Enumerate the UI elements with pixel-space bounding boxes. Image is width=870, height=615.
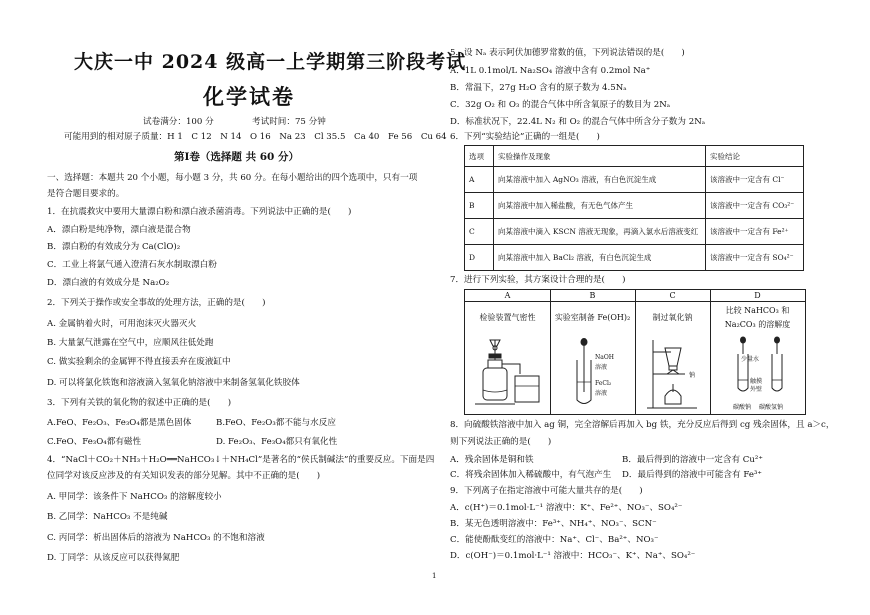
- q5-option-d: D．标准状况下，22.4L N₂ 和 O₂ 的混合气体中所含分子数为 2Nₐ: [450, 117, 706, 127]
- q7-caption-d: 比较 NaHCO₃ 和: [725, 306, 790, 315]
- section-intro: 一、选择题：本题共 20 个小题，每小题 3 分，共 60 分。在每小题给出的四个选项中，只有一项: [47, 173, 418, 183]
- q6-header-option: 选项: [465, 146, 494, 167]
- page-number: 1: [432, 572, 437, 580]
- q8-option-b: B．最后得到的溶液中一定含有 Cu²⁺: [622, 455, 763, 465]
- q6-cell: 向某溶液中加入 BaCl₂ 溶液，有白色沉淀生成: [494, 245, 706, 271]
- q4-option-c: C. 丙同学：析出固体后的溶液为 NaHCO₃ 的不饱和溶液: [47, 533, 265, 543]
- q6-cell: D: [465, 245, 494, 271]
- q7-caption-b: 实验室制备 Fe(OH)₂: [554, 313, 631, 322]
- q6-cell: C: [465, 219, 494, 245]
- q6-stem: 6．下列“实验结论”正确的一组是( ): [450, 132, 600, 142]
- q4-option-d: D. 丁同学：从该反应可以获得氮肥: [47, 553, 180, 563]
- q2-option-c: C. 做实验剩余的金属钾不得直接丢弃在废液缸中: [47, 357, 231, 367]
- q7-label-touch-2: 外壁: [750, 386, 763, 393]
- q7-caption-a: 检验装置气密性: [479, 313, 536, 322]
- q4-option-a: A. 甲同学：该条件下 NaHCO₃ 的溶解度较小: [47, 492, 222, 502]
- q3-option-c: C.FeO、Fe₃O₄都有磁性: [47, 437, 142, 447]
- section-title: 第Ⅰ卷（选择题 共 60 分）: [174, 151, 299, 163]
- q7-divider: [465, 301, 805, 302]
- table-row: [465, 167, 804, 193]
- q7-caption-c: 制过氧化钠: [652, 313, 693, 322]
- q7-label-fecl2-2: 溶液: [595, 390, 608, 397]
- q9-option-c: C．能使酚酞变红的溶液中：Na⁺、Cl⁻、Ba²⁺、NO₃⁻: [450, 535, 659, 545]
- q7-letter-c: C: [669, 291, 676, 300]
- q6-cell: 向某溶液中加入稀盐酸，有无色气体产生: [494, 193, 706, 219]
- q7-label-na: 钠: [689, 372, 696, 379]
- q2-option-a: A. 金属钠着火时，可用泡沫灭火器灭火: [47, 319, 197, 329]
- q7-label-naoh: NaOH: [595, 354, 614, 361]
- q4-option-b: B. 乙同学：NaHCO₃ 不是纯碱: [47, 512, 168, 522]
- q3-stem: 3．下列有关铁的氧化物的叙述中正确的是( ): [47, 398, 232, 408]
- q8-stem: 8．向硫酸铁溶液中加入 ag 铜，完全溶解后再加入 bg 铁，充分反应后得到 cg 残余固体，且 a＞c，: [450, 420, 835, 430]
- q6-cell: 向某溶液中滴入 KSCN 溶液无现象，再滴入氯水后溶液变红: [494, 219, 706, 245]
- airtightness-apparatus-icon: [471, 334, 545, 410]
- q7-stem: 7．进行下列实验，其方案设计合理的是( ): [450, 275, 626, 285]
- q7-caption-d2: Na₂CO₃ 的溶解度: [724, 320, 791, 329]
- test-tube-dropper-icon: [569, 338, 599, 408]
- exam-subtitle: 化学试卷: [203, 84, 295, 109]
- q7-letter-a: A: [504, 291, 511, 300]
- q3-option-b: B.FeO、Fe₂O₃都不能与水反应: [216, 418, 336, 428]
- q6-cell: A: [465, 167, 494, 193]
- q5-option-a: A．1L 0.1mol/L Na₂SO₄ 溶液中含有 0.2mol Na⁺: [450, 66, 651, 76]
- q6-header-conclusion: 实验结论: [706, 146, 804, 167]
- q2-option-d: D. 可以将氯化铁饱和溶液滴入氢氧化钠溶液中来制备氢氧化铁胶体: [47, 378, 300, 388]
- q7-label-nahco3: 碳酸氢钠: [759, 404, 784, 411]
- q3-option-d: D. Fe₂O₃、Fe₃O₄都只有氧化性: [216, 437, 338, 447]
- q6-cell: 向某溶液中加入 AgNO₃ 溶液，有白色沉淀生成: [494, 167, 706, 193]
- q8-option-c: C．将残余固体加入稀硫酸中，有气泡产生: [450, 470, 612, 480]
- q7-label-water: 少量水: [741, 356, 760, 363]
- q5-option-c: C．32g O₂ 和 O₃ 的混合气体中所含氧原子的数目为 2Nₐ: [450, 100, 671, 110]
- q7-label-na2co3: 碳酸钠: [733, 404, 752, 411]
- q7-label-naoh-2: 溶液: [595, 364, 608, 371]
- table-row: [465, 219, 804, 245]
- q6-cell: 该溶液中一定含有 SO₄²⁻: [706, 245, 804, 271]
- exam-time: 考试时间：75 分钟: [252, 117, 326, 127]
- q8-option-d: D．最后得到的溶液中可能含有 Fe³⁺: [622, 470, 762, 480]
- q9-option-d: D．c(OH⁻)＝0.1mol·L⁻¹ 溶液中：HCO₃⁻、K⁺、Na⁺、SO₄²⁻: [450, 551, 696, 561]
- q1-option-d: D．漂白液的有效成分是 Na₂O₂: [47, 278, 170, 288]
- q6-header-operation: 实验操作及现象: [494, 146, 706, 167]
- q6-cell: B: [465, 193, 494, 219]
- q7-figure: [464, 289, 806, 415]
- q5-stem: 5．设 Nₐ 表示阿伏加德罗常数的值，下列说法错误的是( ): [450, 48, 685, 58]
- q7-letter-d: D: [754, 291, 761, 300]
- table-row: [465, 193, 804, 219]
- q8-option-a: A．残余固体是铜和铁: [450, 455, 534, 465]
- q1-option-c: C．工业上将氯气通入澄清石灰水制取漂白粉: [47, 260, 217, 270]
- q9-option-b: B．某无色透明溶液中：Fe³⁺、NH₄⁺、NO₃⁻、SCN⁻: [450, 519, 657, 529]
- q1-option-b: B．漂白粉的有效成分为 Ca(ClO)₂: [47, 242, 181, 252]
- q7-label-touch: 触摸: [750, 378, 763, 385]
- atomic-masses: 可能用到的相对原子质量：H 1 C 12 N 14 O 16 Na 23 Cl 35.5 Ca 40 Fe 56 Cu 64: [64, 132, 447, 142]
- q2-option-b: B. 大量氯气泄露在空气中，应顺风往低处跑: [47, 338, 214, 348]
- q8-stem-cont: 则下列说法正确的是( ): [450, 437, 552, 447]
- exam-title: 大庆一中 2024 级高一上学期第三阶段考试: [74, 51, 467, 73]
- table-row: [465, 245, 804, 271]
- section-intro-cont: 是符合题目要求的。: [47, 189, 125, 199]
- q6-cell: 该溶液中一定含有 CO₃²⁻: [706, 193, 804, 219]
- q9-stem: 9．下列离子在指定溶液中可能大量共存的是( ): [450, 486, 643, 496]
- q5-option-b: B．常温下，27g H₂O 含有的原子数为 4.5Nₐ: [450, 83, 627, 93]
- q4-stem-cont: 位同学对该反应涉及的有关知识发表的部分见解。其中不正确的是( ): [47, 471, 321, 481]
- q7-label-fecl2: FeCl₂: [595, 380, 612, 387]
- q6-table: [464, 145, 804, 271]
- q6-cell: 该溶液中一定含有 Cl⁻: [706, 167, 804, 193]
- q7-divider: [635, 290, 636, 414]
- q9-option-a: A．c(H⁺)＝0.1mol·L⁻¹ 溶液中：K⁺、Fe²⁺、NO₃⁻、SO₄²⁻: [450, 503, 683, 513]
- q1-option-a: A．漂白粉是纯净物，漂白液是混合物: [47, 225, 191, 235]
- q3-option-a: A.FeO、Fe₂O₃、Fe₃O₄都是黑色固体: [47, 418, 192, 428]
- q1-stem: 1．在抗震救灾中要用大量漂白粉和漂白液杀菌消毒。下列说法中正确的是( ): [47, 207, 352, 217]
- q7-letter-b: B: [589, 291, 596, 300]
- q7-divider: [550, 290, 551, 414]
- q6-cell: 该溶液中一定含有 Fe²⁺: [706, 219, 804, 245]
- exam-score: 试卷满分：100 分: [143, 117, 214, 127]
- q4-stem: 4．“NaCl＋CO₂＋NH₃＋H₂O══NaHCO₃↓＋NH₄Cl”是著名的“侯氏制碱法”的重要反应。下面是四: [47, 455, 435, 465]
- q2-stem: 2．下列关于操作或安全事故的处理方法，正确的是( ): [47, 298, 266, 308]
